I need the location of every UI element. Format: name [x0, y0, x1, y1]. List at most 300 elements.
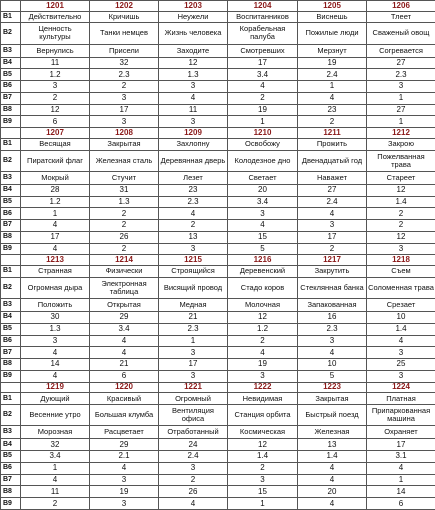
table-row [1, 323, 435, 335]
answer-cell: 4 [298, 208, 367, 220]
answer-cell: Танки немцев [90, 23, 159, 44]
answer-cell: Платная [367, 393, 435, 405]
task-id-cell: 1223 [298, 382, 367, 393]
row-label: B4 [1, 184, 21, 196]
answer-cell: Прожить [298, 138, 367, 150]
answer-cell: Светает [228, 171, 298, 184]
answer-cell: 3 [159, 116, 228, 128]
header-corner-cell [1, 382, 21, 393]
answer-cell: 3.4 [21, 450, 90, 462]
answer-cell: 14 [367, 486, 435, 498]
answer-cell: 2.4 [298, 196, 367, 208]
header-corner-cell [1, 128, 21, 139]
answer-cell: 2 [90, 243, 159, 255]
table-row [1, 335, 435, 347]
answer-cell: 3 [298, 220, 367, 232]
answer-cell: Дующий [21, 393, 90, 405]
task-id-cell: 1207 [21, 128, 90, 139]
answer-cell: 4 [90, 335, 159, 347]
table-row [1, 359, 435, 371]
answer-cell: 16 [298, 311, 367, 323]
answer-cell: 4 [90, 462, 159, 474]
answer-cell: Захлопну [159, 138, 228, 150]
answer-cell: 3 [159, 370, 228, 382]
row-label: B7 [1, 347, 21, 359]
table-row [1, 138, 435, 150]
answer-cell: 2 [159, 474, 228, 486]
answer-cell: Тлеет [367, 11, 435, 23]
answer-cell: 1.2 [228, 323, 298, 335]
answer-cell: Воспитанников [228, 11, 298, 23]
task-id-cell: 1215 [159, 255, 228, 266]
answer-cell: Красивый [90, 393, 159, 405]
answer-cell: 3 [367, 347, 435, 359]
table-row [1, 393, 435, 405]
answer-cell: 1 [159, 335, 228, 347]
row-label: B6 [1, 335, 21, 347]
answer-cell: Закрытая [298, 393, 367, 405]
answer-cell: 31 [90, 184, 159, 196]
answer-cell: 1 [21, 208, 90, 220]
task-id-cell: 1208 [90, 128, 159, 139]
answer-cell: 11 [159, 104, 228, 116]
answer-cell: 4 [21, 347, 90, 359]
answer-cell: 3.1 [367, 450, 435, 462]
task-id-cell: 1222 [228, 382, 298, 393]
answer-cell: Железная сталь [90, 150, 159, 171]
answer-cell: Виснешь [298, 11, 367, 23]
answer-cell: 6 [90, 370, 159, 382]
table-row [1, 347, 435, 359]
answer-cell: Положить [21, 299, 90, 312]
row-label: B7 [1, 92, 21, 104]
answer-cell: 1.4 [228, 450, 298, 462]
answer-cell: 10 [298, 359, 367, 371]
answer-cell: 3 [21, 81, 90, 93]
answer-cell: 27 [367, 104, 435, 116]
task-id-cell: 1224 [367, 382, 435, 393]
row-label: B6 [1, 462, 21, 474]
answer-cell: Висящий провод [159, 277, 228, 298]
row-label: B8 [1, 104, 21, 116]
answer-cell: 29 [90, 439, 159, 451]
answer-cell: 2 [228, 92, 298, 104]
answer-cell: Запакованная [298, 299, 367, 312]
row-label: B4 [1, 439, 21, 451]
table-row [1, 462, 435, 474]
answer-cell: Вентиляция офиса [159, 405, 228, 426]
row-label: B2 [1, 405, 21, 426]
task-id-cell: 1201 [21, 1, 90, 12]
answer-cell: 29 [90, 311, 159, 323]
answer-cell: 4 [21, 474, 90, 486]
answer-cell: 4 [298, 462, 367, 474]
answer-cell: Деревянная дверь [159, 150, 228, 171]
table-row [1, 474, 435, 486]
table-row [1, 426, 435, 439]
answer-cell: 1 [21, 462, 90, 474]
task-id-cell: 1220 [90, 382, 159, 393]
answer-cell: Сваженый овощ [367, 23, 435, 44]
answer-cell: 4 [228, 220, 298, 232]
answer-cell: Смотревших [228, 44, 298, 57]
answer-cell: 3 [159, 243, 228, 255]
answer-cell: 1.4 [367, 323, 435, 335]
row-label: B3 [1, 171, 21, 184]
answer-cell: 1.3 [21, 323, 90, 335]
answer-cell: Железная [298, 426, 367, 439]
answer-cell: 32 [21, 439, 90, 451]
answer-cell: 10 [367, 311, 435, 323]
answer-cell: 4 [21, 243, 90, 255]
answer-cell: Стучит [90, 171, 159, 184]
answer-cell: Срезает [367, 299, 435, 312]
answer-cell: 11 [21, 57, 90, 69]
header-corner-cell [1, 255, 21, 266]
table-row [1, 311, 435, 323]
answer-cell: 15 [228, 486, 298, 498]
task-id-cell: 1206 [367, 1, 435, 12]
answer-cell: 2.4 [159, 450, 228, 462]
row-label: B6 [1, 208, 21, 220]
answer-cell: 1.3 [159, 69, 228, 81]
answer-cell: 3 [228, 474, 298, 486]
answer-cell: 1.4 [298, 450, 367, 462]
answer-cell: 26 [159, 486, 228, 498]
task-id-cell: 1204 [228, 1, 298, 12]
answer-cell: Весящая [21, 138, 90, 150]
answer-cell: 2 [159, 220, 228, 232]
block-header-row [1, 1, 435, 12]
answer-cell: 2.3 [367, 69, 435, 81]
table-row [1, 171, 435, 184]
answer-cell: 12 [159, 57, 228, 69]
row-label: B9 [1, 370, 21, 382]
answer-cell: 1 [298, 81, 367, 93]
row-label: B1 [1, 138, 21, 150]
answer-cell: 1 [228, 498, 298, 510]
answer-cell: 2 [90, 208, 159, 220]
table-row [1, 196, 435, 208]
answer-cell: 30 [21, 311, 90, 323]
answer-cell: 2 [228, 335, 298, 347]
answer-cell: 12 [228, 311, 298, 323]
answer-cell: Мерзнут [298, 44, 367, 57]
answer-cell: 5 [298, 370, 367, 382]
task-id-cell: 1212 [367, 128, 435, 139]
answer-cell: 19 [90, 486, 159, 498]
answer-cell: 2 [228, 462, 298, 474]
answer-cell: Согревается [367, 44, 435, 57]
answer-cell: Пожелванная трава [367, 150, 435, 171]
answer-cell: 27 [367, 57, 435, 69]
task-id-cell: 1213 [21, 255, 90, 266]
answer-cell: 2.3 [298, 323, 367, 335]
answer-cell: 3 [90, 92, 159, 104]
task-id-cell: 1202 [90, 1, 159, 12]
row-label: B8 [1, 231, 21, 243]
answer-cell: 4 [298, 347, 367, 359]
answer-cell: 32 [90, 57, 159, 69]
answer-cell: Заходите [159, 44, 228, 57]
row-label: B9 [1, 243, 21, 255]
task-id-cell: 1210 [228, 128, 298, 139]
task-id-cell: 1209 [159, 128, 228, 139]
answer-cell: 2 [21, 92, 90, 104]
answer-cell: Соломенная трава [367, 277, 435, 298]
answer-cell: Действительно [21, 11, 90, 23]
answer-cell: 2 [367, 208, 435, 220]
answer-cell: 2.3 [159, 196, 228, 208]
answer-cell: 14 [21, 359, 90, 371]
answer-cell: 4 [159, 498, 228, 510]
answer-cell: Электронная таблица [90, 277, 159, 298]
task-id-cell: 1217 [298, 255, 367, 266]
answer-cell: 3 [159, 81, 228, 93]
answer-cell: Странная [21, 266, 90, 278]
answer-cell: 1.3 [90, 196, 159, 208]
answer-cell: 4 [298, 498, 367, 510]
row-label: B9 [1, 498, 21, 510]
answer-cell: 1.2 [21, 196, 90, 208]
table-row [1, 23, 435, 44]
answer-cell: 3 [367, 243, 435, 255]
task-id-cell: 1221 [159, 382, 228, 393]
answer-cell: 1.4 [367, 196, 435, 208]
table-row [1, 150, 435, 171]
answer-cell: Деревенский [228, 266, 298, 278]
table-row [1, 81, 435, 93]
answer-cell: 4 [228, 81, 298, 93]
row-label: B3 [1, 426, 21, 439]
answer-cell: Космическая [228, 426, 298, 439]
row-label: B2 [1, 23, 21, 44]
block-header-row [1, 128, 435, 139]
answer-cell: 2.4 [298, 69, 367, 81]
answer-cell: 4 [367, 335, 435, 347]
answer-cell: Вернулись [21, 44, 90, 57]
table-row [1, 57, 435, 69]
answer-cell: Невидимая [228, 393, 298, 405]
table-row [1, 486, 435, 498]
answer-cell: 4 [228, 347, 298, 359]
answer-cell: Отработанный [159, 426, 228, 439]
answer-cell: 3.4 [90, 323, 159, 335]
answer-cell: Корабельная палуба [228, 23, 298, 44]
answer-cell: 27 [298, 184, 367, 196]
answer-cell: 11 [21, 486, 90, 498]
row-label: B2 [1, 277, 21, 298]
answer-cell: Лезет [159, 171, 228, 184]
answer-cell: Закрою [367, 138, 435, 150]
table-row [1, 44, 435, 57]
task-id-cell: 1203 [159, 1, 228, 12]
answer-cell: 4 [159, 92, 228, 104]
row-label: B3 [1, 299, 21, 312]
answer-cell: 19 [228, 104, 298, 116]
table-row [1, 450, 435, 462]
answer-cell: 20 [228, 184, 298, 196]
answer-cell: Быстрый поезд [298, 405, 367, 426]
answer-cell: Станция орбита [228, 405, 298, 426]
table-row [1, 277, 435, 298]
answer-cell: 17 [21, 231, 90, 243]
answer-cell: Присели [90, 44, 159, 57]
table-row [1, 11, 435, 23]
answer-cell: 2 [298, 116, 367, 128]
answer-cell: Жизнь человека [159, 23, 228, 44]
table-row [1, 69, 435, 81]
answer-cell: 17 [367, 439, 435, 451]
task-id-cell: 1214 [90, 255, 159, 266]
answer-cell: Закрытая [90, 138, 159, 150]
answer-cell: 1 [367, 116, 435, 128]
answer-cell: 3.4 [228, 69, 298, 81]
row-label: B5 [1, 196, 21, 208]
answer-cell: Двенадцатый год [298, 150, 367, 171]
answer-cell: 21 [159, 311, 228, 323]
answer-cell: 28 [21, 184, 90, 196]
table-row [1, 184, 435, 196]
answer-cell: 4 [159, 208, 228, 220]
row-label: B7 [1, 220, 21, 232]
answer-cell: 3 [298, 335, 367, 347]
answer-cell: 3 [159, 462, 228, 474]
row-label: B3 [1, 44, 21, 57]
answer-cell: Физически [90, 266, 159, 278]
answer-cell: 20 [298, 486, 367, 498]
answer-cell: 1.2 [21, 69, 90, 81]
row-label: B1 [1, 393, 21, 405]
answer-cell: Пожилые люди [298, 23, 367, 44]
answer-cell: 4 [298, 92, 367, 104]
answer-cell: 15 [228, 231, 298, 243]
answer-cell: 3 [90, 116, 159, 128]
answer-cell: Мокрый [21, 171, 90, 184]
answer-cell: 13 [298, 439, 367, 451]
answer-cell: 21 [90, 359, 159, 371]
answer-cell: Весенние утро [21, 405, 90, 426]
table-row [1, 116, 435, 128]
table-row [1, 208, 435, 220]
answer-cell: 3 [367, 370, 435, 382]
answer-cell: 2 [298, 243, 367, 255]
answer-cell: 12 [21, 104, 90, 116]
table-row [1, 104, 435, 116]
answer-cell: Припаркованная машина [367, 405, 435, 426]
task-id-cell: 1216 [228, 255, 298, 266]
task-id-cell: 1211 [298, 128, 367, 139]
answer-cell: Неужели [159, 11, 228, 23]
row-label: B4 [1, 57, 21, 69]
answer-cell: 13 [159, 231, 228, 243]
answer-cell: 3 [159, 347, 228, 359]
answer-cell: 2 [90, 81, 159, 93]
answer-cell: 6 [367, 498, 435, 510]
row-label: B1 [1, 266, 21, 278]
answer-cell: Стадо коров [228, 277, 298, 298]
answer-cell: 2 [367, 220, 435, 232]
answer-cell: 17 [298, 231, 367, 243]
answer-cell: Молочная [228, 299, 298, 312]
answer-cell: Колодезное дно [228, 150, 298, 171]
table-row [1, 92, 435, 104]
row-label: B7 [1, 474, 21, 486]
answer-cell: Расцветает [90, 426, 159, 439]
row-label: B8 [1, 359, 21, 371]
answer-cell: 3.4 [228, 196, 298, 208]
table-row [1, 498, 435, 510]
answer-cell: Открытая [90, 299, 159, 312]
block-header-row [1, 382, 435, 393]
answer-cell: 2.3 [90, 69, 159, 81]
answer-cell: 17 [90, 104, 159, 116]
answer-cell: 3 [90, 474, 159, 486]
row-label: B8 [1, 486, 21, 498]
answer-cell: Медная [159, 299, 228, 312]
row-label: B6 [1, 81, 21, 93]
task-id-cell: 1219 [21, 382, 90, 393]
row-label: B5 [1, 450, 21, 462]
table-row [1, 439, 435, 451]
answer-cell: 12 [367, 231, 435, 243]
row-label: B4 [1, 311, 21, 323]
answer-cell: 2 [21, 498, 90, 510]
table-row [1, 231, 435, 243]
answer-cell: Охраняет [367, 426, 435, 439]
answer-cell: Кричишь [90, 11, 159, 23]
block-header-row [1, 255, 435, 266]
table-row [1, 299, 435, 312]
row-label: B1 [1, 11, 21, 23]
answer-cell: 3 [228, 370, 298, 382]
answer-cell: 3 [367, 81, 435, 93]
answer-cell: 6 [21, 116, 90, 128]
answer-cell: 4 [298, 474, 367, 486]
table-row [1, 266, 435, 278]
task-id-cell: 1205 [298, 1, 367, 12]
answer-cell: 3 [90, 498, 159, 510]
answer-cell: 26 [90, 231, 159, 243]
answer-cell: Большая клумба [90, 405, 159, 426]
answer-cell: 3 [228, 208, 298, 220]
answer-cell: 12 [367, 184, 435, 196]
answer-cell: 24 [159, 439, 228, 451]
answer-cell: 3 [21, 335, 90, 347]
answer-cell: 2 [90, 220, 159, 232]
row-label: B5 [1, 69, 21, 81]
answer-cell: Съем [367, 266, 435, 278]
answer-cell: Ценность культуры [21, 23, 90, 44]
answer-cell: 1 [367, 474, 435, 486]
task-id-cell: 1218 [367, 255, 435, 266]
answer-cell: Пиратский флаг [21, 150, 90, 171]
answer-cell: Огромный [159, 393, 228, 405]
answer-cell: Наважет [298, 171, 367, 184]
answer-cell: 19 [298, 57, 367, 69]
row-label: B2 [1, 150, 21, 171]
table-row [1, 370, 435, 382]
answer-cell: Освобожу [228, 138, 298, 150]
table-row [1, 243, 435, 255]
answer-cell: Строящийся [159, 266, 228, 278]
answer-cell: 2.3 [159, 323, 228, 335]
answer-cell: Стеклянная банка [298, 277, 367, 298]
answer-cell: 2.1 [90, 450, 159, 462]
table-row [1, 405, 435, 426]
answer-cell: 25 [367, 359, 435, 371]
table-row [1, 220, 435, 232]
